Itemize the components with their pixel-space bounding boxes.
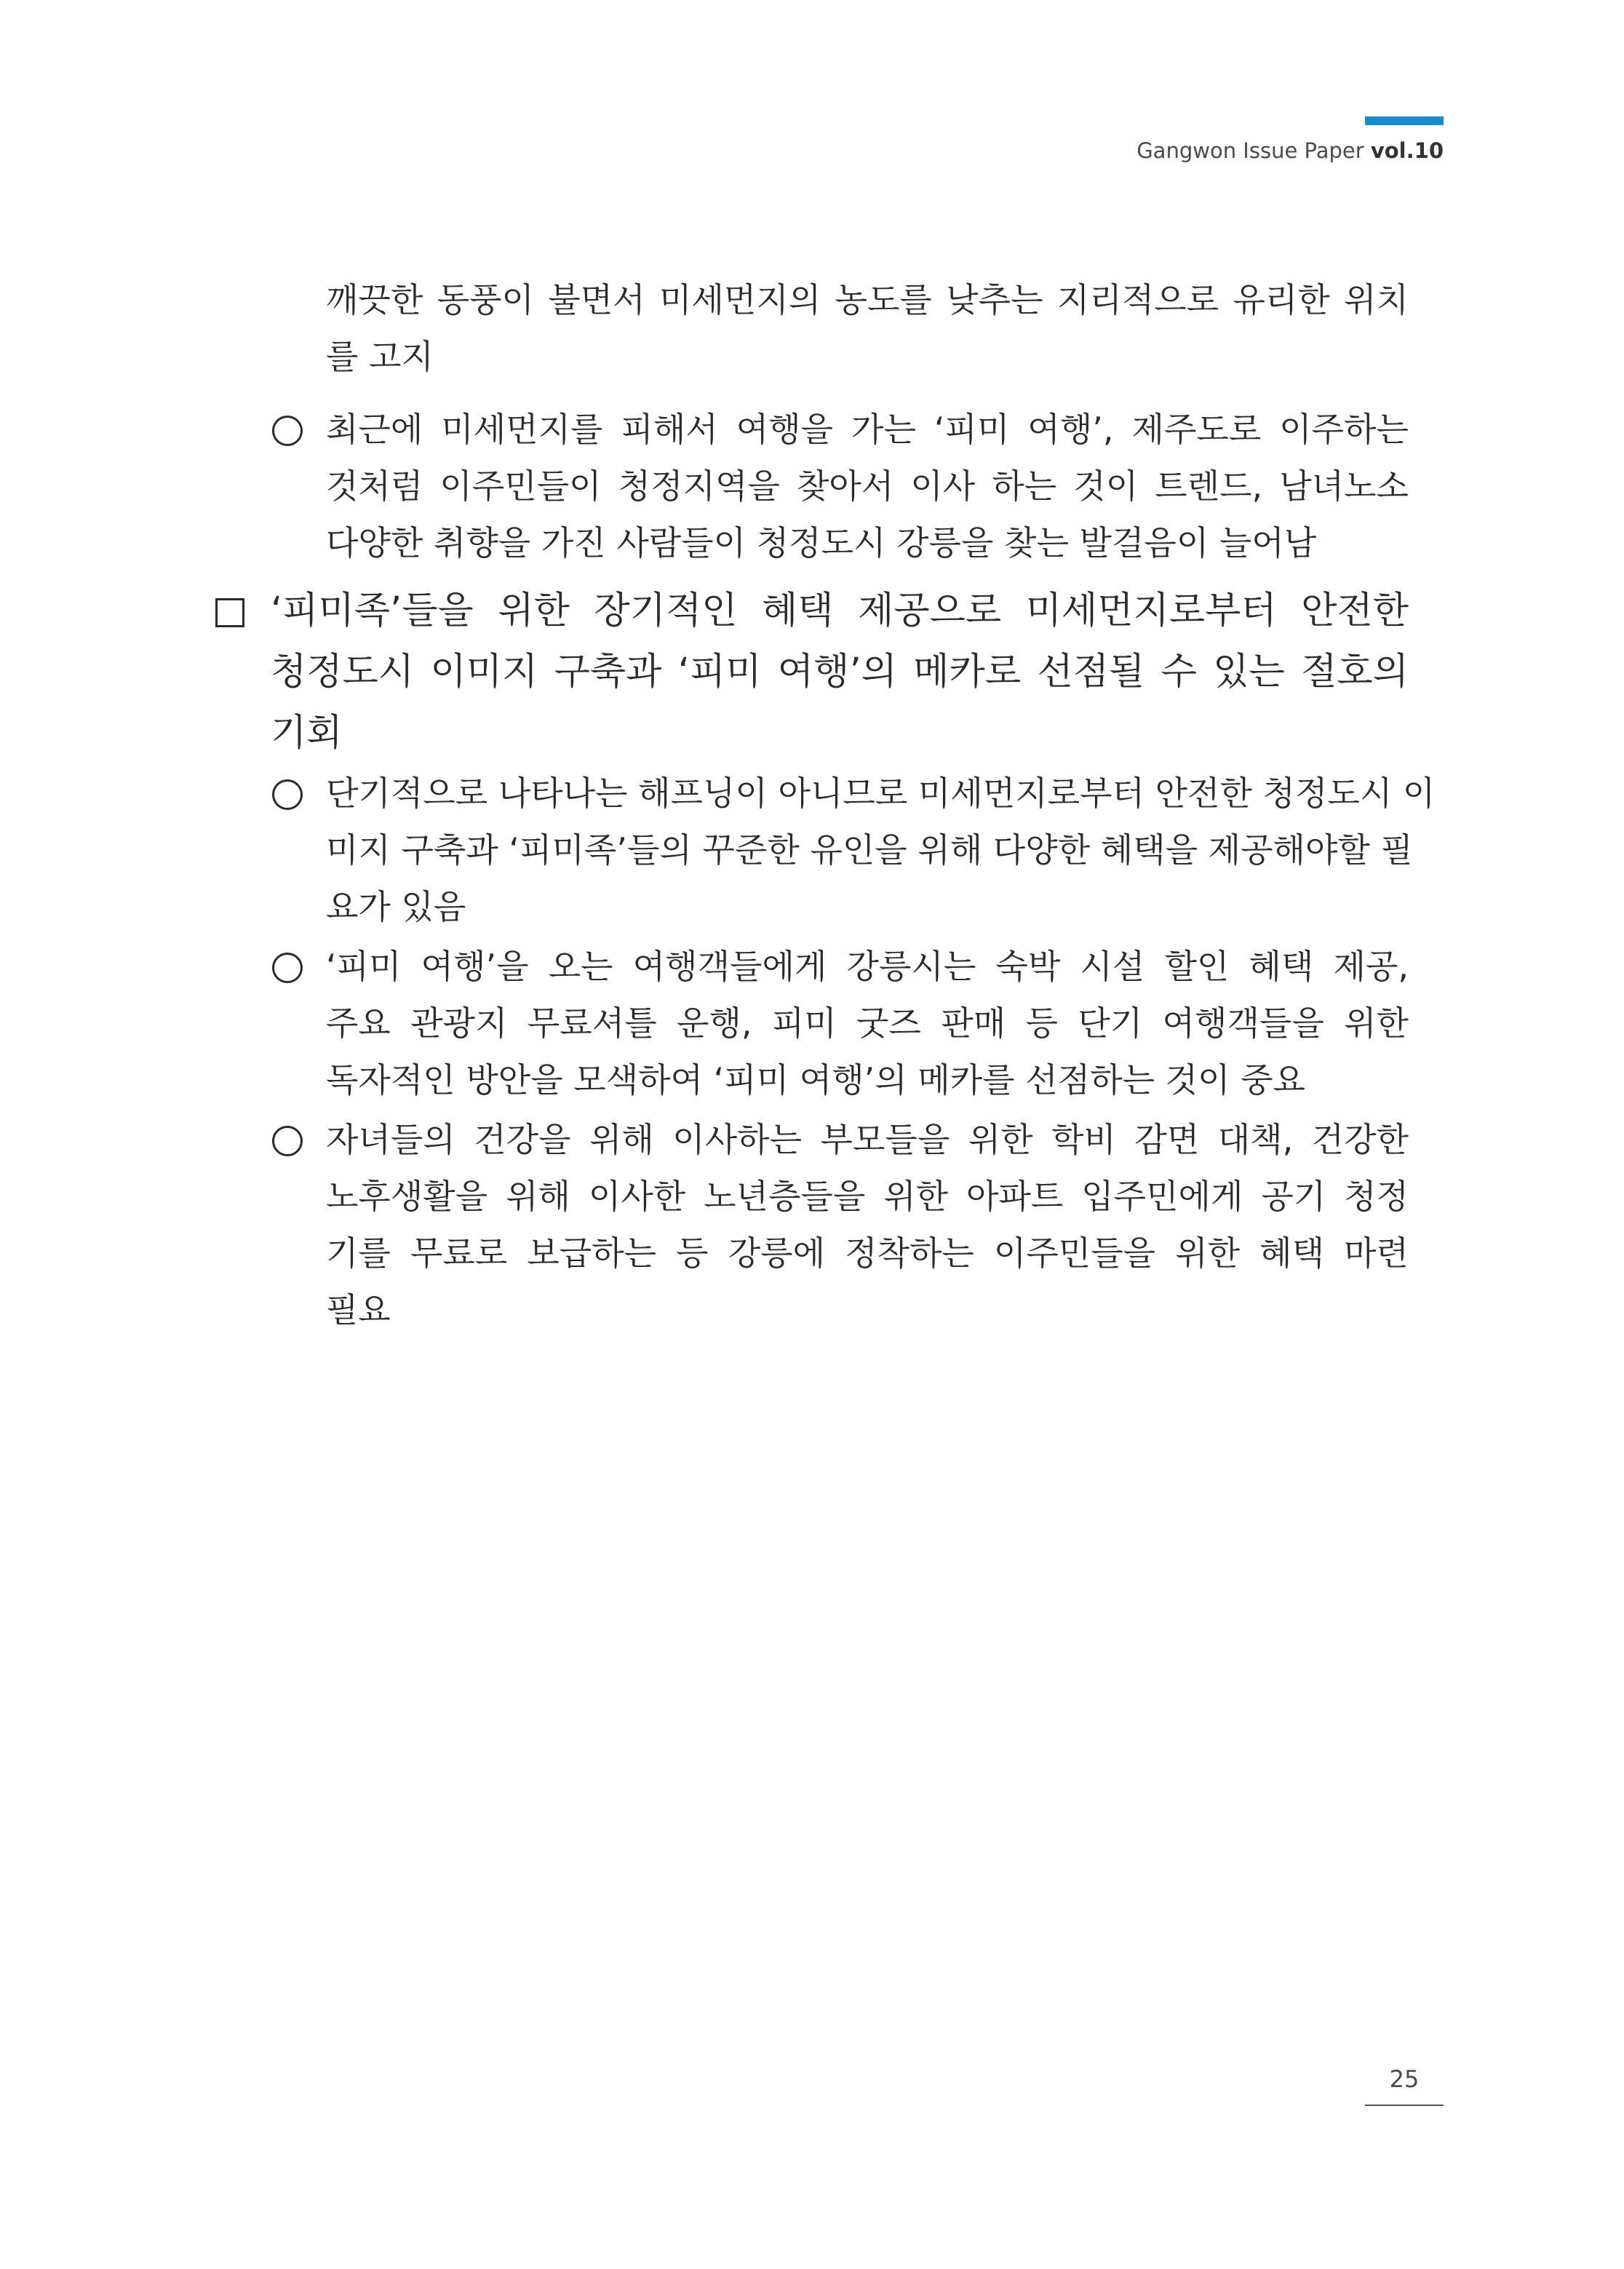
circle-bullet-icon — [272, 779, 303, 810]
bullet-line: 것처럼 이주민들이 청정지역을 찾아서 이사 하는 것이 트렌드, 남녀노소 — [326, 466, 1409, 506]
circle-bullet-icon — [272, 416, 303, 446]
bullet-line: 주요 관광지 무료셔틀 운행, 피미 굿즈 판매 등 단기 여행객들을 위한 — [326, 1004, 1409, 1043]
accent-bar — [1365, 116, 1444, 125]
page-number: 25 — [1389, 2065, 1420, 2093]
bullet-line: 다양한 취향을 가진 사람들이 청정도시 강릉을 찾는 발걸음이 늘어남 — [326, 523, 1317, 563]
bullet-line: 자녀들의 건강을 위해 이사하는 부모들을 위한 학비 감면 대책, 건강한 — [326, 1120, 1409, 1159]
heading-line: 기회 — [271, 712, 343, 755]
volume-label: vol.10 — [1370, 138, 1444, 163]
bullet-line: 최근에 미세먼지를 피해서 여행을 가는 ‘피미 여행’, 제주도로 이주하는 — [326, 410, 1409, 449]
running-head — [1137, 138, 1444, 163]
continuation-line: 깨끗한 동풍이 불면서 미세먼지의 농도를 낮추는 지리적으로 유리한 위치 — [326, 280, 1409, 319]
publication-title: Gangwon Issue Paper — [1137, 138, 1364, 163]
bullet-line: 노후생활을 위해 이사한 노년층들을 위한 아파트 입주민에게 공기 청정 — [326, 1177, 1409, 1216]
bullet-line: ‘피미 여행’을 오는 여행객들에게 강릉시는 숙박 시설 할인 혜택 제공, — [326, 947, 1409, 986]
bullet-line: 독자적인 방안을 모색하여 ‘피미 여행’의 메카를 선점하는 것이 중요 — [326, 1060, 1305, 1100]
bullet-line: 필요 — [326, 1290, 391, 1330]
bullet-line: 단기적으로 나타나는 해프닝이 아니므로 미세먼지로부터 안전한 청정도시 이 — [326, 774, 1436, 813]
circle-bullet-icon — [272, 1126, 303, 1156]
circle-bullet-icon — [272, 953, 303, 983]
heading-line: ‘피미족’들을 위한 장기적인 혜택 제공으로 미세먼지로부터 안전한 — [271, 589, 1409, 632]
heading-line: 청정도시 이미지 구축과 ‘피미 여행’의 메카로 선점될 수 있는 절호의 — [271, 651, 1409, 694]
bullet-line: 미지 구축과 ‘피미족’들의 꾸준한 유인을 위해 다양한 혜택을 제공해야할 필 — [326, 830, 1413, 870]
bullet-line: 기를 무료로 보급하는 등 강릉에 정착하는 이주민들을 위한 혜택 마련 — [326, 1233, 1409, 1273]
bullet-line: 요가 있음 — [326, 887, 466, 926]
page-number-rule — [1365, 2105, 1444, 2106]
square-bullet-icon — [215, 598, 244, 627]
continuation-line: 를 고지 — [326, 337, 434, 376]
